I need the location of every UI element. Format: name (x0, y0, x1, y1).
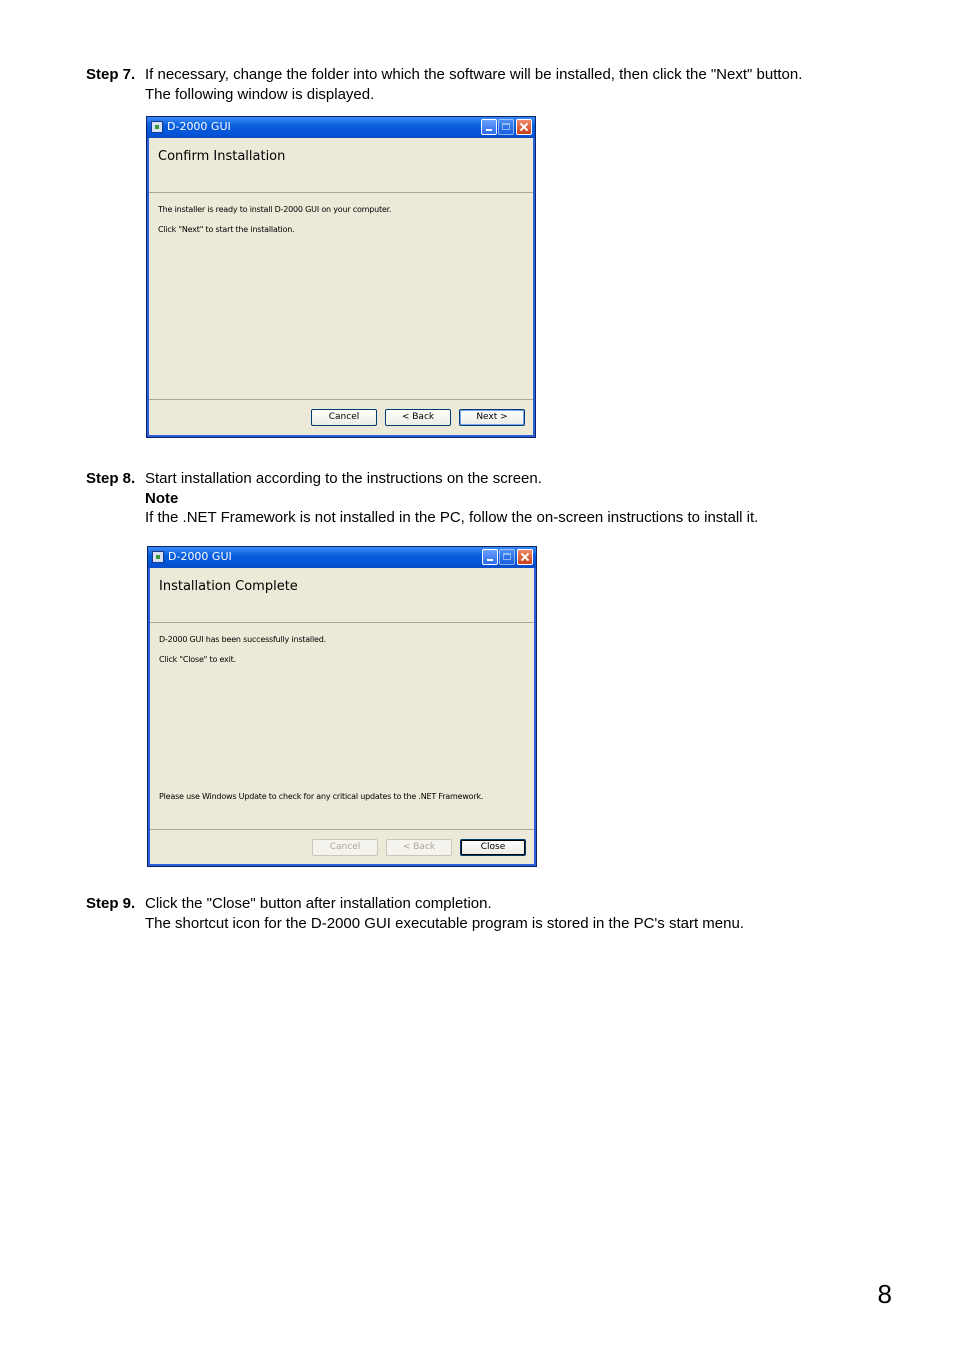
step-9-text-line2: The shortcut icon for the D-2000 GUI executable program is stored in the PC's start menu. (145, 914, 744, 932)
maximize-icon[interactable] (499, 549, 515, 565)
confirm-installation-window (146, 116, 536, 438)
body-text-line3: Please use Windows Update to check for any critical updates to the .NET Framework. (159, 792, 484, 801)
body-text-line2: Click "Next" to start the installation. (158, 225, 295, 234)
step-9-label: Step 9. (86, 895, 136, 912)
step-7-text-line2: The following window is displayed. (145, 85, 375, 103)
minimize-icon[interactable] (482, 549, 498, 565)
cancel-button[interactable]: Cancel (312, 839, 378, 856)
header-title: Installation Complete (159, 579, 298, 594)
close-icon[interactable] (517, 549, 533, 565)
footer-divider (150, 829, 534, 830)
step-7-label: Step 7. (86, 66, 136, 83)
body-text-line1: The installer is ready to install D-2000 GUI on your computer. (158, 205, 392, 214)
step-9-text-line1: Click the "Close" button after installation completion. (145, 895, 492, 912)
window-title: D-2000 GUI (168, 550, 232, 563)
note-text: If the .NET Framework is not installed in the PC, follow the on-screen instructions to install it. (145, 509, 759, 526)
close-icon[interactable] (516, 119, 532, 135)
maximize-icon[interactable] (498, 119, 514, 135)
cancel-button[interactable]: Cancel (311, 409, 377, 426)
note-heading: Note (145, 489, 179, 507)
app-icon (152, 551, 164, 563)
dialog-header (150, 568, 534, 623)
back-button[interactable]: < Back (386, 839, 452, 856)
step-8-label: Step 8. (86, 470, 136, 487)
dialog-header (149, 138, 533, 193)
footer-divider (149, 399, 533, 400)
window-title: D-2000 GUI (167, 120, 231, 133)
back-button[interactable]: < Back (385, 409, 451, 426)
header-title: Confirm Installation (158, 149, 286, 164)
body-text-line1: D-2000 GUI has been successfully installed. (159, 635, 326, 644)
app-icon (151, 121, 163, 133)
minimize-icon[interactable] (481, 119, 497, 135)
title-bar[interactable] (147, 117, 535, 138)
step-7-text-line1: If necessary, change the folder into which the software will be installed, then click the "Next" button. (145, 66, 803, 83)
step-8-text: Start installation according to the instructions on the screen. (145, 470, 542, 487)
title-bar[interactable] (148, 547, 536, 568)
page-number: 8 (877, 1279, 892, 1309)
close-button[interactable]: Close (460, 839, 526, 856)
next-button[interactable]: Next > (459, 409, 525, 426)
body-text-line2: Click "Close" to exit. (159, 655, 236, 664)
installation-complete-window (147, 546, 537, 867)
